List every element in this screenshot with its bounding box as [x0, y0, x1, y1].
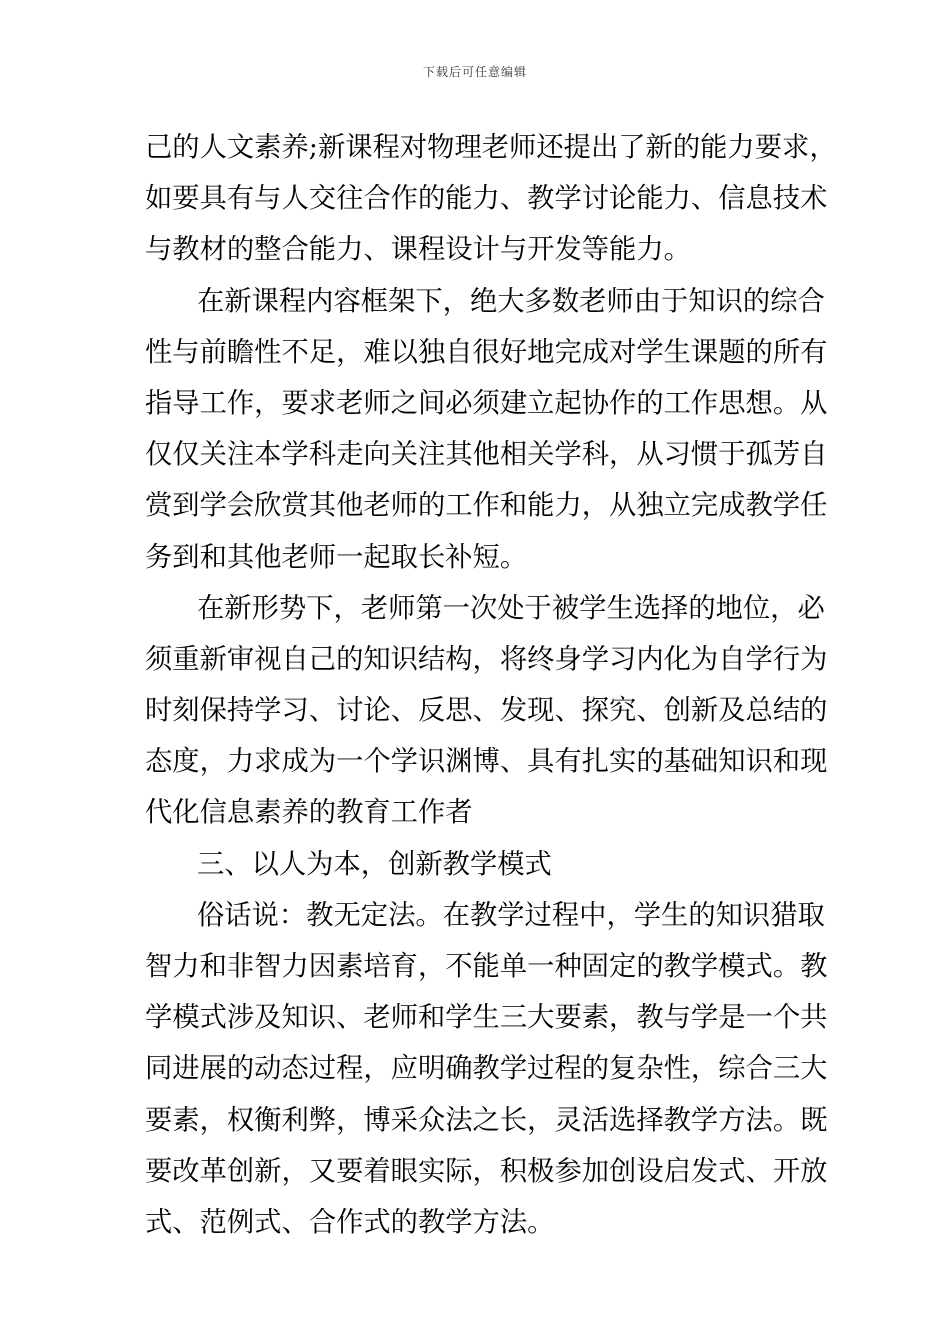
text-line: 指导工作，要求老师之间必须建立起协作的工作思想。从 [145, 387, 828, 419]
text-line: 如要具有与人交往合作的能力、教学讨论能力、信息技术 [145, 183, 828, 215]
text-line: 仅仅关注本学科走向关注其他相关学科，从习惯于孤芳自 [145, 439, 828, 471]
text-line: 式、范例式、合作式的教学方法。 [145, 1206, 555, 1238]
text-line: 俗话说：教无定法。在教学过程中，学生的知识猎取 [197, 899, 825, 931]
page-header: 下载后可任意编辑 [422, 65, 527, 79]
text-line: 三、以人为本，创新教学模式 [197, 848, 552, 880]
text-line: 己的人文素养;新课程对物理老师还提出了新的能力要求， [145, 132, 837, 163]
text-line: 与教材的整合能力、课程设计与开发等能力。 [145, 234, 691, 266]
text-line: 同进展的动态过程，应明确教学过程的复杂性，综合三大 [145, 1053, 828, 1085]
document-body [145, 128, 837, 1254]
text-line: 态度，力求成为一个学识渊博、具有扎实的基础知识和现 [145, 746, 828, 778]
text-line: 须重新审视自己的知识结构，将终身学习内化为自学行为 [145, 643, 828, 675]
text-line: 赏到学会欣赏其他老师的工作和能力，从独立完成教学任 [145, 490, 828, 522]
text-line: 学模式涉及知识、老师和学生三大要素，教与学是一个共 [145, 1002, 828, 1034]
text-line: 在新课程内容框架下，绝大多数老师由于知识的综合 [197, 285, 825, 317]
text-line: 要素，权衡利弊，博采众法之长，灵活选择教学方法。既 [145, 1104, 828, 1136]
text-line: 智力和非智力因素培育，不能单一种固定的教学模式。教 [145, 951, 828, 982]
text-line: 性与前瞻性不足，难以独自很好地完成对学生课题的所有 [145, 336, 828, 368]
text-line: 要改革创新，又要着眼实际，积极参加创设启发式、开放 [145, 1155, 828, 1187]
text-line: 务到和其他老师一起取长补短。 [145, 541, 528, 573]
text-line: 在新形势下，老师第一次处于被学生选择的地位，必 [197, 592, 825, 624]
text-line: 代化信息素养的教育工作者 [145, 797, 473, 829]
text-line: 时刻保持学习、讨论、反思、发现、探究、创新及总结的 [145, 695, 828, 727]
